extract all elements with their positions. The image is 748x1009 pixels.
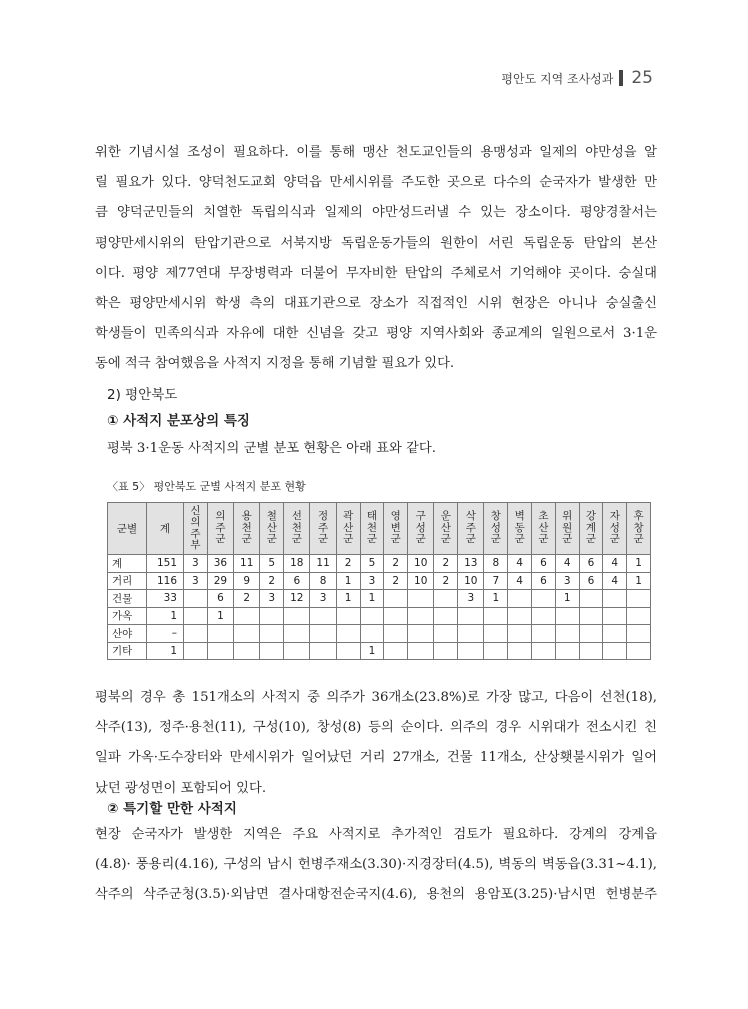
col-header: 태천군 [360, 503, 384, 555]
col-header: 후창군 [627, 503, 651, 555]
table-cell [384, 642, 408, 660]
table-cell: 가옥 [108, 607, 147, 625]
table-cell [555, 625, 579, 643]
col-header: 강계군 [579, 503, 603, 555]
table-cell [434, 642, 458, 660]
table-cell: 3 [184, 555, 208, 573]
header-divider [619, 70, 623, 86]
col-header: 계 [147, 503, 184, 555]
table-cell: 18 [284, 555, 310, 573]
table-cell [508, 625, 532, 643]
col-header: 정주군 [310, 503, 336, 555]
col-header: 초산군 [532, 503, 556, 555]
table-cell: 6 [532, 572, 556, 590]
table-cell: 7 [484, 572, 508, 590]
table-cell [603, 607, 627, 625]
table-cell: 10 [408, 572, 434, 590]
table-cell [234, 642, 260, 660]
table-cell: 1 [627, 572, 651, 590]
text-line: 동에 적극 참여했음을 사적지 지정을 통해 기념할 필요가 있다. [95, 356, 455, 372]
table-cell: 6 [532, 555, 556, 573]
table-cell: 12 [284, 590, 310, 608]
table-cell: 13 [458, 555, 484, 573]
table-cell: 11 [234, 555, 260, 573]
table-cell [579, 590, 603, 608]
table-cell [184, 590, 208, 608]
table-cell: 2 [384, 572, 408, 590]
table-cell [603, 642, 627, 660]
col-header: 영변군 [384, 503, 408, 555]
table-cell [579, 625, 603, 643]
table-cell [627, 625, 651, 643]
table-cell: 3 [360, 572, 384, 590]
table-cell [360, 625, 384, 643]
table-cell: 8 [484, 555, 508, 573]
table-cell [336, 625, 360, 643]
table-cell: 6 [579, 572, 603, 590]
table-cell: 1 [555, 590, 579, 608]
text-line: 삭주의 삭주군청(3.5)·외남면 결사대항전순국지(4.6), 용천의 용암포(3.25)·남시면 헌병분주 [95, 887, 657, 903]
table-cell [336, 642, 360, 660]
table-cell: 6 [207, 590, 233, 608]
table-cell [532, 625, 556, 643]
table-cell [234, 607, 260, 625]
table-cell [260, 625, 284, 643]
paragraph-notable [95, 820, 657, 911]
text-line: 평양만세시위의 탄압기관으로 서북지방 독립운동가들의 원한이 서린 독립운동 탄압의 본산 [95, 235, 657, 251]
table-cell: 5 [360, 555, 384, 573]
table-header-row [108, 503, 651, 555]
text-line: 학은 평양만세시위 학생 측의 대표기관으로 장소가 직접적인 시위 현장은 아니나 숭실출신 [95, 296, 657, 312]
table-cell: – [147, 625, 184, 643]
text-line: 큼 양덕군민들의 치열한 독립의식과 일제의 야만성드러낼 수 있는 장소이다. 평양경찰서는 [95, 205, 657, 221]
table-cell [310, 642, 336, 660]
table-row [108, 590, 651, 608]
table-cell [434, 625, 458, 643]
table-cell: 1 [207, 607, 233, 625]
col-header: 군별 [108, 503, 147, 555]
table-row [108, 642, 651, 660]
table-cell [184, 607, 208, 625]
table-cell: 2 [434, 555, 458, 573]
table-cell [284, 625, 310, 643]
table-cell [384, 625, 408, 643]
table-cell: 3 [555, 572, 579, 590]
table-cell [234, 625, 260, 643]
table-cell: 1 [336, 572, 360, 590]
table-caption: 〈표 5〉 평안북도 군별 사적지 분포 현황 [107, 480, 306, 493]
table-cell [532, 642, 556, 660]
table-cell: 36 [207, 555, 233, 573]
text-line: 위한 기념시설 조성이 필요하다. 이를 통해 맹산 천도교인들의 용맹성과 일제의 야만성을 알 [95, 145, 657, 160]
table-cell [458, 642, 484, 660]
page-number: 25 [631, 68, 653, 88]
table-cell [260, 642, 284, 660]
table-cell [360, 607, 384, 625]
paragraph-analysis [95, 683, 657, 804]
table-cell [627, 642, 651, 660]
text-line: 이다. 평양 제77연대 무장병력과 더불어 무자비한 탄압의 주체로서 기억해야 곳이다. 숭실대 [95, 265, 657, 281]
text-line: (4.8)· 풍용리(4.16), 구성의 남시 헌병주재소(3.30)·지경장터(4.5), 벽동의 벽동읍(3.31~4.1), [95, 857, 657, 873]
table-cell [284, 607, 310, 625]
col-header: 벽동군 [508, 503, 532, 555]
text-line: 났던 광성면이 포함되어 있다. [95, 780, 267, 796]
table-cell [484, 607, 508, 625]
table-cell: 산야 [108, 625, 147, 643]
col-header: 선천군 [284, 503, 310, 555]
table-row [108, 625, 651, 643]
table-cell [603, 625, 627, 643]
table-cell: 3 [184, 572, 208, 590]
table-cell: 1 [147, 607, 184, 625]
table-cell: 116 [147, 572, 184, 590]
paragraph-intro [95, 138, 657, 380]
table-cell [207, 625, 233, 643]
text-line: 학생들이 민족의식과 자유에 대한 신념을 갖고 평양 지역사회와 종교계의 일원으로서 3·1운 [95, 326, 657, 342]
col-header: 삭주군 [458, 503, 484, 555]
table-cell: 5 [260, 555, 284, 573]
table-cell [408, 590, 434, 608]
col-header: 위원군 [555, 503, 579, 555]
table-cell [184, 642, 208, 660]
table-cell: 기타 [108, 642, 147, 660]
table-cell: 2 [234, 590, 260, 608]
col-header: 운산군 [434, 503, 458, 555]
col-header: 신의주부 [184, 503, 208, 555]
table-cell: 3 [260, 590, 284, 608]
text-line: 평북의 경우 총 151개소의 사적지 중 의주가 36개소(23.8%)로 가장 많고, 다음이 선천(18), [95, 690, 657, 705]
table-cell [310, 607, 336, 625]
table-cell: 거리 [108, 572, 147, 590]
table-cell [532, 607, 556, 625]
table-cell [408, 625, 434, 643]
table-cell: 6 [579, 555, 603, 573]
table-cell: 2 [384, 555, 408, 573]
table-cell [458, 607, 484, 625]
table-cell: 4 [603, 572, 627, 590]
text-line: 릴 필요가 있다. 양덕천도교회 양덕읍 만세시위를 주도한 곳으로 다수의 순국자가 발생한 만 [95, 175, 657, 191]
table-cell: 151 [147, 555, 184, 573]
table-cell [310, 625, 336, 643]
col-header: 창성군 [484, 503, 508, 555]
col-header: 곽산군 [336, 503, 360, 555]
table-cell: 6 [284, 572, 310, 590]
col-header: 구성군 [408, 503, 434, 555]
table-cell: 10 [408, 555, 434, 573]
table-cell [555, 607, 579, 625]
table-cell: 1 [360, 590, 384, 608]
table-row [108, 607, 651, 625]
table-cell [184, 625, 208, 643]
table-row [108, 555, 651, 573]
table-cell [508, 607, 532, 625]
running-header [501, 68, 653, 88]
table-cell [434, 607, 458, 625]
text-line: 일파 가옥·도수장터와 만세시위가 일어났던 거리 27개소, 건물 11개소, 산상횃불시위가 일어 [95, 750, 657, 766]
section-heading: 2) 평안북도 [107, 387, 178, 403]
table-cell: 4 [508, 572, 532, 590]
table-cell [384, 590, 408, 608]
distribution-table [107, 502, 651, 660]
table-cell [207, 642, 233, 660]
table-cell: 1 [360, 642, 384, 660]
table-cell: 29 [207, 572, 233, 590]
table-cell: 3 [310, 590, 336, 608]
table-cell [284, 642, 310, 660]
table-cell: 1 [336, 590, 360, 608]
col-header: 자성군 [603, 503, 627, 555]
table-cell: 3 [458, 590, 484, 608]
text-line: 현장 순국자가 발생한 지역은 주요 사적지로 추가적인 검토가 필요하다. 강계의 강계읍 [95, 827, 657, 842]
table-cell: 1 [147, 642, 184, 660]
table-cell [579, 642, 603, 660]
table-cell: 1 [627, 555, 651, 573]
col-header: 철산군 [260, 503, 284, 555]
table-cell [408, 642, 434, 660]
table-cell: 1 [484, 590, 508, 608]
table-cell [384, 607, 408, 625]
table-cell: 건물 [108, 590, 147, 608]
table-cell: 10 [458, 572, 484, 590]
table-cell [627, 590, 651, 608]
table-cell [434, 590, 458, 608]
header-title: 평안도 지역 조사성과 [501, 71, 614, 86]
table-cell: 4 [508, 555, 532, 573]
table-cell: 계 [108, 555, 147, 573]
text-line: 삭주(13), 정주·용천(11), 구성(10), 창성(8) 등의 순이다. 의주의 경우 시위대가 전소시킨 친 [95, 720, 657, 736]
subsection-text: 평북 3·1운동 사적지의 군별 분포 현황은 아래 표와 같다. [107, 441, 436, 456]
table-cell: 9 [234, 572, 260, 590]
subsection-heading-distribution: ① 사적지 분포상의 특징 [107, 413, 250, 429]
table-cell [508, 590, 532, 608]
table-cell [408, 607, 434, 625]
table-cell [627, 607, 651, 625]
table-cell [508, 642, 532, 660]
table-cell [603, 590, 627, 608]
col-header: 의주군 [207, 503, 233, 555]
table-cell: 33 [147, 590, 184, 608]
table-row [108, 572, 651, 590]
table-cell [484, 625, 508, 643]
table-cell: 2 [260, 572, 284, 590]
table-cell: 2 [434, 572, 458, 590]
table-cell: 11 [310, 555, 336, 573]
table-cell [260, 607, 284, 625]
table-cell: 8 [310, 572, 336, 590]
col-header: 용천군 [234, 503, 260, 555]
table-cell: 4 [603, 555, 627, 573]
table-cell: 4 [555, 555, 579, 573]
table-cell [484, 642, 508, 660]
table-cell [579, 607, 603, 625]
table-cell [555, 642, 579, 660]
subsection-heading-notable: ② 특기할 만한 사적지 [107, 801, 237, 817]
table-cell: 2 [336, 555, 360, 573]
table-cell [336, 607, 360, 625]
table-cell [458, 625, 484, 643]
table-cell [532, 590, 556, 608]
